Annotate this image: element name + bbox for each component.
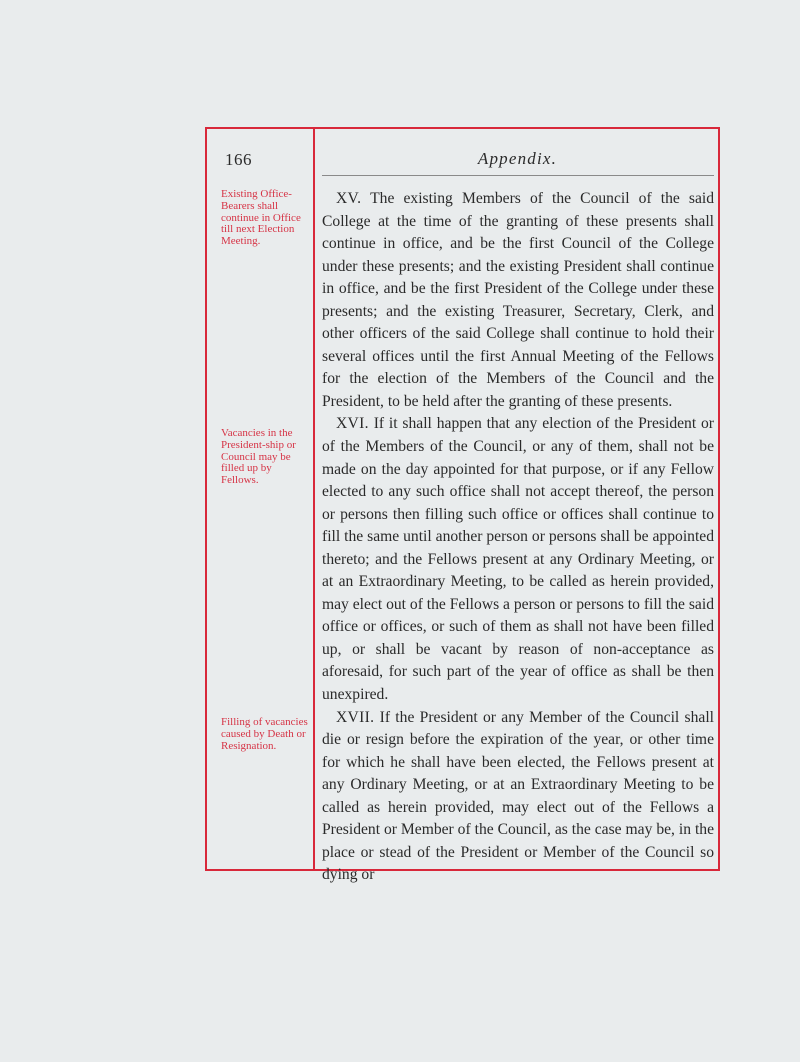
section-text: If it shall happen that any election of the President or of the Members of the Council, or any of them, shall not be made on the day appointed for that purpose, or if any Fellow elected to any such office shall not accept thereof, the person or persons then filling such office or offices shall continue to fill the same until another person or persons shall be appointed thereto; and the Fellows present at any Ordinary Meeting, or at an Extraordinary Meeting, to be called as herein provided, may elect out of the Fellows a person or persons to fill the said office or offices, or such of them as shall not have been filled up, or shall be vacant by reason of non-acceptance as aforesaid, for such part of the year of office as shall be then unexpired. — [322, 415, 714, 704]
margin-divider — [313, 127, 315, 871]
running-head: Appendix. — [477, 149, 558, 168]
section-number: XV. — [336, 190, 362, 207]
section-xv — [322, 188, 714, 413]
page-number: 166 — [225, 150, 252, 169]
margin-note-office-bearers: Existing Office-Bearers shall continue in Office till next Election Meeting. — [221, 188, 301, 248]
section-xvi — [322, 413, 714, 706]
section-number: XVI. — [336, 415, 369, 433]
margin-note-vacancies: Vacancies in the President-ship or Council may be filled up by Fellows. — [221, 427, 296, 487]
margin-note-filling-vacancies: Filling of vacancies caused by Death or Resignation. — [221, 716, 308, 752]
section-xvii — [322, 707, 714, 887]
main-text — [322, 188, 714, 887]
section-text: If the President or any Member of the Council shall die or resign before the expiration of the year, or other time for which he shall have been elected, the Fellows present at any Ordinary Meeting, or at an Extraordinary Meeting to be called as herein provided, may elect out of the Fellows a President or Member of the Council, as the case may be, in the place or stead of the President or Member of the Council so dying or — [322, 708, 714, 884]
section-text: The existing Members of the Council of the said College at the time of the granting of these presents shall continue in office, and be the first Council of the College under these presents; and the existing President shall continue in office, and be the first President of the College under these presents; and the existing Treasurer, Secretary, Clerk, and other officers of the said College shall continue to hold their several offices until the first Annual Meeting of the Fellows for the election of the Members of the Council and the President, to be held after the granting of these presents. — [322, 190, 715, 410]
header-rule — [322, 175, 714, 176]
section-number: XVII. — [336, 708, 375, 726]
